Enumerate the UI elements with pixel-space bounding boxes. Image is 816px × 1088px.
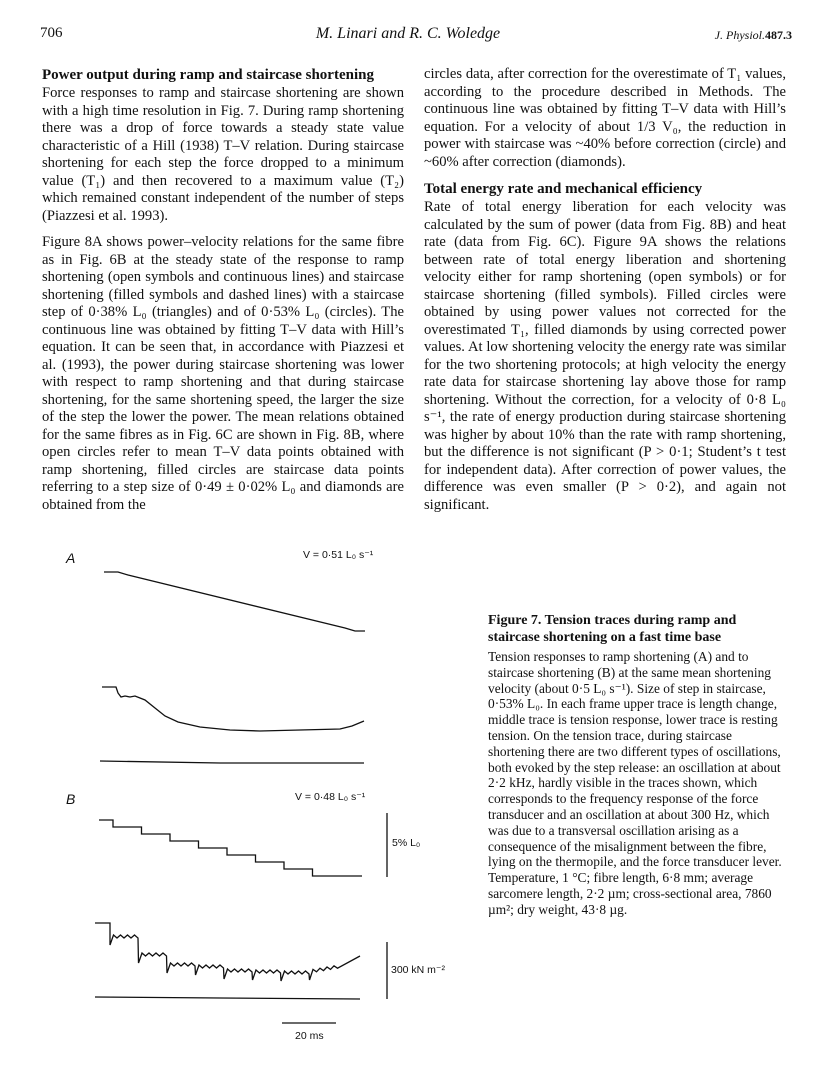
section-heading-power-output: Power output during ramp and staircase shortening [42,67,374,83]
time-scale-label: 20 ms [295,1030,324,1042]
paragraph: Force responses to ramp and staircase shortening are shown with a high time resolution in Fig. 7. During ramp shortening there was a drop of force towards a steady state value characteristic of a Hill (1938) T–V relation. During staircase shortening for each step the force dropped to a minimum value (T₁) and then recovered to a maximum value (T₂) which remained constant independent of the number of steps (Piazzesi et al. 1993). [42,85,404,224]
figure-caption [488,613,788,918]
length-scale-label: 5% L₀ [392,837,421,849]
panel-a-tension-trace [102,687,364,731]
panel-b-velocity: V = 0·48 L₀ s⁻¹ [295,791,366,803]
tension-scale-label: 300 kN m⁻² [391,964,445,976]
caption-body: Tension responses to ramp shortening (A) and to staircase shortening (B) at the same mean shortening velocity (about 0·5 L₀ s⁻¹). Size of step in staircase, 0·53% L₀. In each frame upper trace is length change, middle trace is tension response, lower trace is resting tension. On the tension trace, during staircase shortening there are two different types of oscillations, both evoked by the step release: an oscillation at about 2·2 kHz, hardly visible in the traces shown, which corresponds to the frequency response of the force transducer and an oscillation at about 300 Hz, which was due to a transversal oscillation arising as a consequence of the misalignment between the fibre, lying on the thermopile, and the force transducer lever. Temperature, 1 °C; fibre length, 6·8 mm; average sarcomere length, 2·2 µm; cross-sectional area, 7860 µm²; dry weight, 43·8 µg. [488,649,782,917]
panel-a-label: A [66,550,76,566]
panel-b-resting-trace [95,997,360,999]
panel-b-label: B [66,791,76,807]
paragraph: circles data, after correction for the overestimate of T₁ values, according to the procedure described in Methods. The continuous line was obtained by fitting T–V data with Hill’s equation. For a velocity of about 1/3 V₀, the reduction in power with staircase was ~40% before correction (circle) and ~60% after correction (diamonds). [424,66,786,170]
panel-a-velocity: V = 0·51 L₀ s⁻¹ [303,549,374,561]
paragraph: Figure 8A shows power–velocity relations for the same fibre as in Fig. 6B at the steady state of the response to ramp shortening (open symbols and continuous lines) and staircase shortening (filled symbols and dashed lines) with a staircase step of 0·38% L₀ (triangles) and of 0·53% L₀ (circles). The continuous line was obtained by fitting T–V data with Hill’s equation. It can be seen that, in accordance with Piazzesi et al. (1993), the power during staircase shortening was lower with respect to ramp shortening and that during staircase shortening, for the same shortening speed, the larger the size of the step the lower the power. The mean relations obtained for the same fibres as in Fig. 6C are shown in Fig. 8B, where open circles refer to mean T–V data points obtained with ramp shortening, filled circles are staircase data points referring to a step size of 0·49 ± 0·02% L₀ and diamonds are obtained from the [42,234,404,513]
panel-b-tension-trace [95,923,360,981]
panel-a-length-trace [104,572,365,631]
journal-name: J. Physiol. [714,28,765,42]
journal-volume: 487.3 [765,28,792,42]
paragraph: Rate of total energy liberation for each velocity was calculated by the sum of power (data from Fig. 8B) and heat rate (data from Fig. 6C). Figure 9A shows the relations between rate of total energy liberation and shortening velocity either for ramp shortening (open symbols) or for staircase shortening (filled symbols). Filled circles were obtained by using power values not corrected for the overestimated T₁, filled diamonds by using corrected power values. At low shortening velocity the energy rate was similar for the two shortening protocols; at high velocity the energy rate data for staircase shortening lay above those for ramp shortening. Without the correction, for a velocity of 0·8 L₀ s⁻¹, the rate of energy production during staircase shortening was higher by about 10% than the rate with ramp shortening, but the difference is not significant (P > 0·1; Student’s t test for independent data). After correction of power values, the difference was even smaller (P > 0·2), and again not significant. [424,199,786,513]
page-number: 706 [40,25,63,41]
panel-b-length-trace [99,820,362,876]
running-head-authors: M. Linari and R. C. Woledge [315,25,501,42]
section-heading-energy-rate: Total energy rate and mechanical efficiency [424,181,703,197]
panel-a-resting-trace [100,761,364,763]
caption-title: Figure 7. Tension traces during ramp and staircase shortening on a fast time base [488,613,737,645]
